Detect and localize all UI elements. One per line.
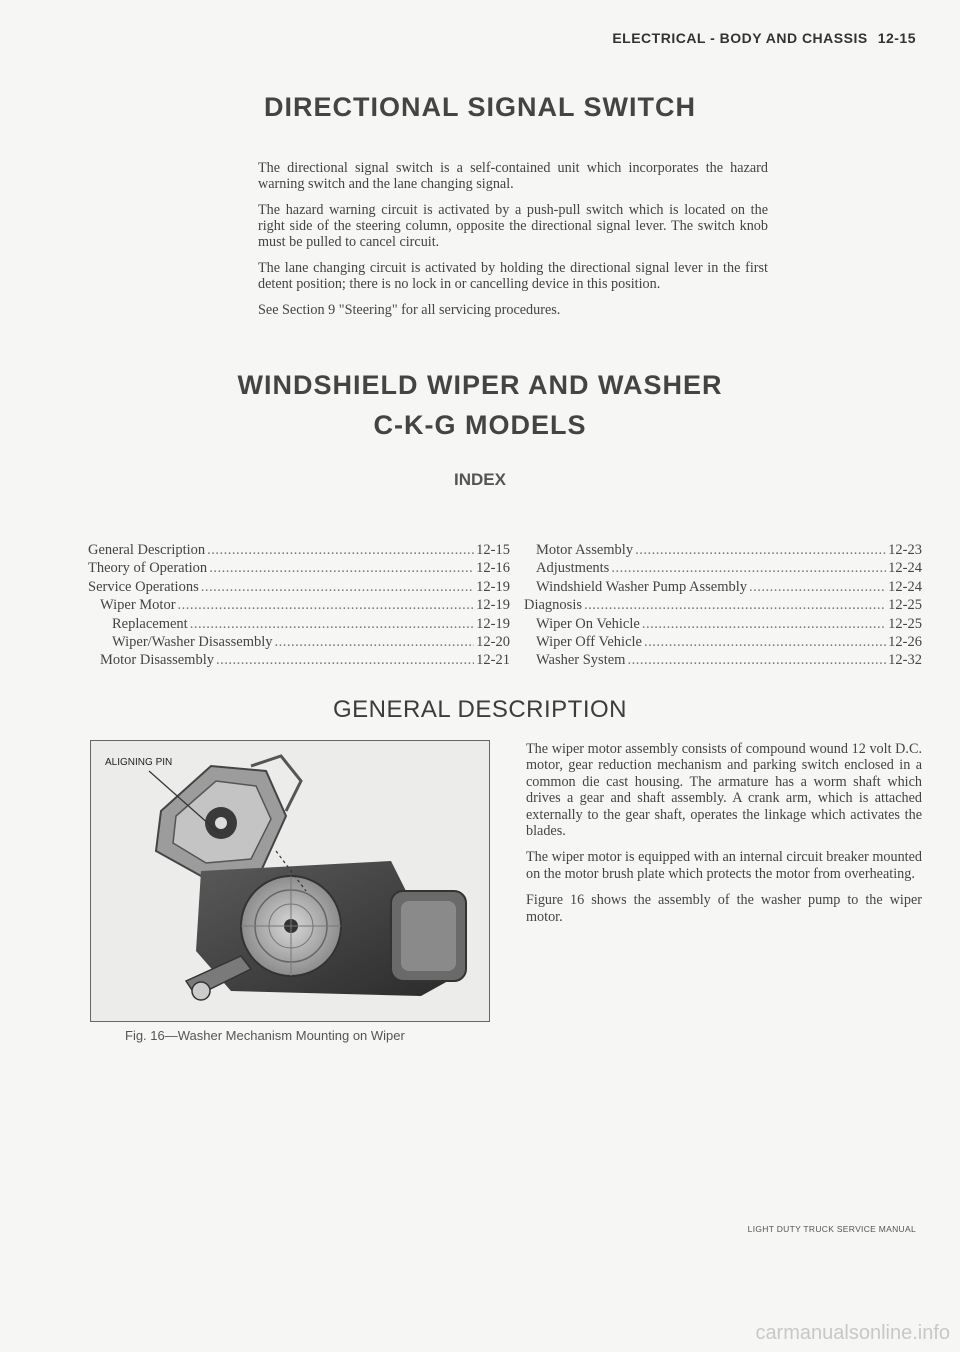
index-entry-title: Motor Assembly: [536, 542, 634, 558]
index-right-column: [524, 541, 922, 670]
index-leader-dots: [190, 615, 474, 633]
directional-title: DIRECTIONAL SIGNAL SWITCH: [263, 92, 696, 122]
paragraph: The lane changing circuit is activated by holding the directional signal lever in the first detent position; there is no lock in or cancelling device in this position.: [258, 260, 768, 292]
index-entry-title: Service Operations: [88, 578, 199, 595]
watermark: carmanualsonline.info: [755, 1322, 950, 1344]
index-entry: [524, 615, 922, 633]
header-page-number: 12-15: [877, 30, 916, 46]
index-entry-title: Diagnosis: [524, 597, 582, 614]
figure-caption: Fig. 16—Washer Mechanism Mounting on Wiper: [125, 1028, 405, 1043]
index-entry: [88, 559, 510, 577]
index-leader-dots: [584, 596, 886, 614]
index-entry-title: Motor Disassembly: [100, 652, 214, 669]
footer-manual-title: LIGHT DUTY TRUCK SERVICE MANUAL: [747, 1224, 916, 1234]
general-description-body: [526, 741, 922, 935]
index-entry: [524, 633, 922, 651]
index-entry-page: 12-20: [476, 634, 510, 651]
index-entry: [88, 615, 510, 633]
paragraph: Figure 16 shows the assembly of the washer pump to the wiper motor.: [526, 892, 922, 925]
index-leader-dots: [627, 651, 886, 669]
index-entry-title: Washer System: [536, 652, 626, 669]
index-leader-dots: [207, 541, 474, 559]
header-section: ELECTRICAL - BODY AND CHASSIS: [612, 30, 868, 46]
index-entry-page: 12-25: [888, 615, 922, 632]
index-entry-title: Windshield Washer Pump Assembly: [536, 578, 748, 595]
index-leader-dots: [642, 615, 886, 633]
index-leader-dots: [178, 596, 475, 614]
index-entry-title: Wiper/Washer Disassembly: [112, 634, 273, 651]
paragraph: The wiper motor is equipped with an internal circuit breaker mounted on the motor brush plate which protects the motor from overheating.: [526, 849, 922, 882]
index-leader-dots: [201, 578, 474, 596]
index-entry: [88, 651, 510, 669]
index-entry-page: 12-26: [888, 634, 922, 651]
index-leader-dots: [275, 633, 475, 651]
index-entry-title: Adjustments: [536, 560, 610, 577]
index-entry-page: 12-19: [476, 597, 510, 614]
paragraph: The directional signal switch is a self-contained unit which incorporates the hazard warning switch and the lane changing signal.: [258, 160, 768, 192]
directional-body: [258, 160, 768, 328]
index-entry-title: Theory of Operation: [88, 560, 208, 577]
index-leader-dots: [749, 578, 886, 596]
paragraph: The hazard warning circuit is activated by a push-pull switch which is located on the right side of the steering column, opposite the directional signal lever. The switch knob must be pulled to cancel circuit.: [258, 202, 768, 250]
index-entry: [524, 596, 922, 614]
index-entry: [524, 541, 922, 559]
index-entry-page: 12-24: [888, 578, 922, 595]
index-entry: [88, 633, 510, 651]
index-entry-title: Wiper Motor: [100, 597, 176, 614]
running-header: [612, 30, 916, 46]
index-entry-title: General Description: [88, 542, 206, 558]
index-leader-dots: [209, 559, 474, 577]
windshield-subtitle: C-K-G MODELS: [373, 410, 587, 440]
index-entry-page: 12-16: [476, 560, 510, 577]
index-entry: [88, 596, 510, 614]
index-entry: [88, 578, 510, 596]
index-entry: [524, 651, 922, 669]
figure-label-aligning-pin: ALIGNING PIN: [105, 757, 173, 768]
paragraph: See Section 9 "Steering" for all servicing procedures.: [258, 302, 561, 318]
index-entry-title: Wiper Off Vehicle: [536, 634, 642, 651]
index-entry-page: 12-32: [888, 652, 922, 669]
index-entry: [524, 578, 922, 596]
index-entry-page: 12-19: [476, 578, 510, 595]
index-entry-page: 12-25: [888, 597, 922, 614]
index-leader-dots: [644, 633, 886, 651]
index-entry-page: 12-19: [476, 615, 510, 632]
general-description-title: GENERAL DESCRIPTION: [333, 696, 627, 723]
index-entry: [524, 559, 922, 577]
index-heading: INDEX: [454, 470, 506, 489]
figure-16-photo: [90, 740, 490, 1022]
index-entry-page: 12-24: [888, 560, 922, 577]
paragraph: The wiper motor assembly consists of compound wound 12 volt D.C. motor, gear reduction mechanism and parking switch enclosed in a common die cast housing. The armature has a worm shaft which drives a gear and shaft assembly. A crank arm, which is attached externally to the gear shaft, operates the linkage which activates the blades.: [526, 741, 922, 840]
windshield-title: WINDSHIELD WIPER AND WASHER: [237, 370, 723, 400]
index-entry-page: 12-15: [476, 542, 510, 558]
index-left-column: [88, 541, 510, 670]
index-leader-dots: [635, 541, 886, 559]
index-entry-page: 12-23: [888, 542, 922, 558]
wiper-motor-illustration: [91, 741, 489, 1021]
index-leader-dots: [611, 559, 886, 577]
index-entry: [88, 541, 510, 559]
index-leader-dots: [216, 651, 474, 669]
index-entry-title: Replacement: [112, 615, 188, 632]
index-entry-page: 12-21: [476, 652, 510, 669]
index-entry-title: Wiper On Vehicle: [536, 615, 640, 632]
